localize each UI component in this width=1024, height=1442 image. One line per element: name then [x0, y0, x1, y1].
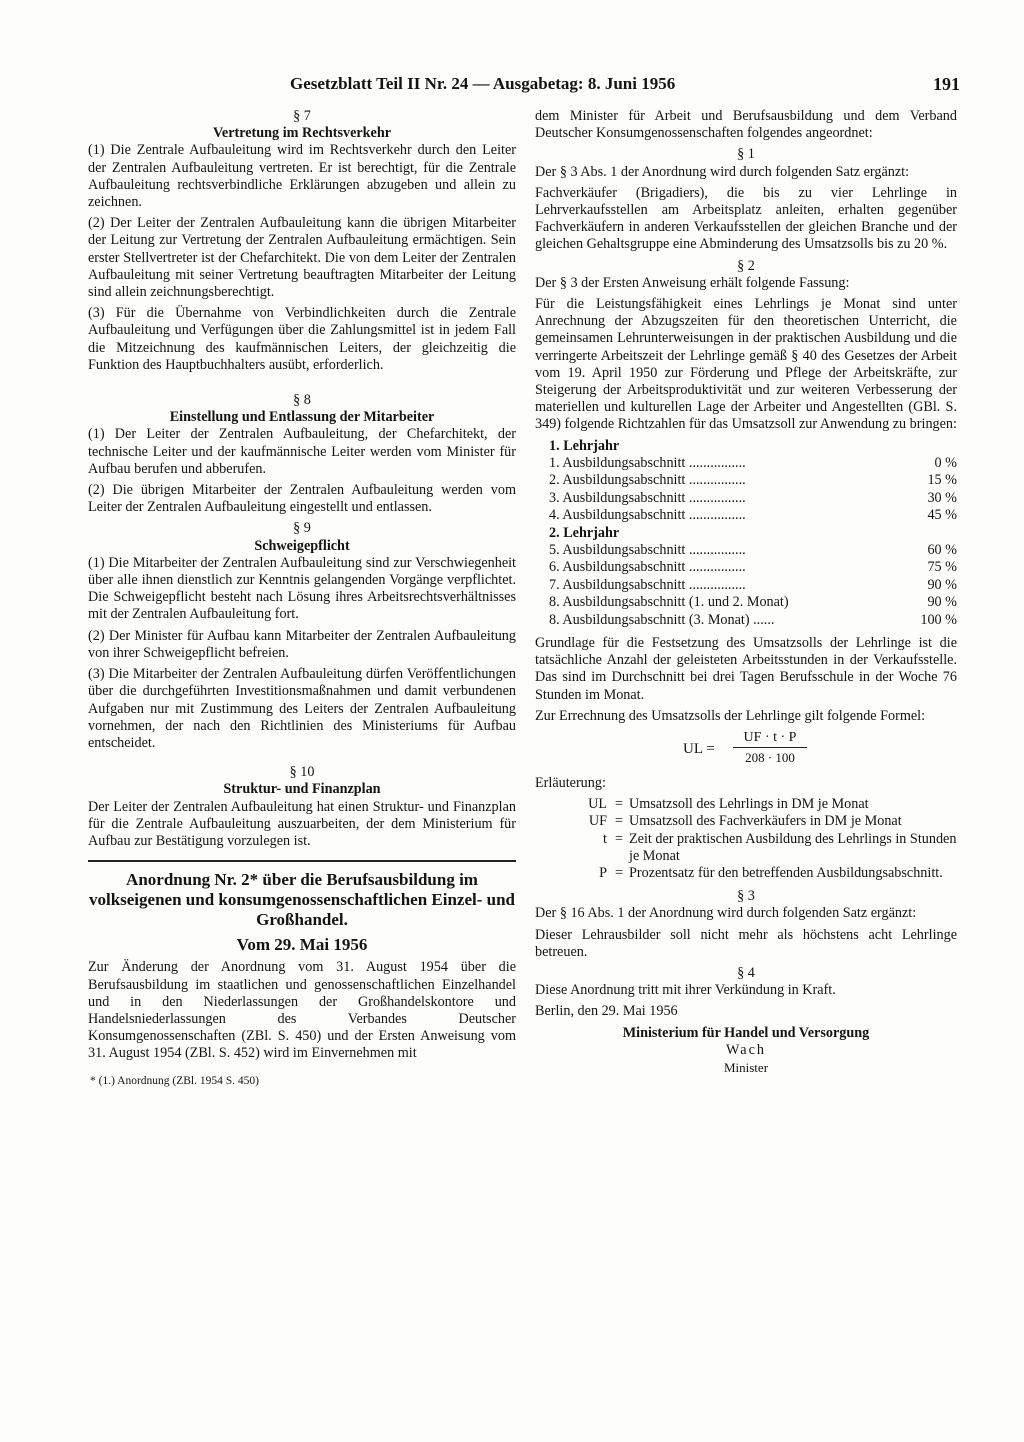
ministry-name: Ministerium für Handel und Versorgung	[622, 1024, 870, 1041]
section-9-para-1: (1) Die Mitarbeiter der Zentralen Aufbauleitung sind zur Verschwiegenheit über alle ihnen dienstlich zur Kenntnis gelangenden Vorgänge verpflichtet. Die Schweigepflicht besteht nach Lösung ihres Arbeitsrechtsverhältnisses mit der Zentralen Aufbauleitung fort.	[88, 554, 516, 623]
signer-name: Wach	[726, 1041, 766, 1058]
row-label: 8. Ausbildungsabschnitt (3. Monat) ......	[549, 611, 775, 628]
section-3-para-1: Der § 16 Abs. 1 der Anordnung wird durch folgenden Satz ergänzt:	[535, 905, 917, 922]
table-row	[549, 490, 957, 507]
formula	[535, 729, 957, 769]
section-8-number: § 8	[293, 392, 311, 409]
section-3-number: § 3	[737, 888, 755, 905]
section-2-number: § 2	[737, 257, 755, 274]
section-2-para-4: Zur Errechnung des Umsatzsolls der Lehrlinge gilt folgende Formel:	[535, 707, 926, 724]
section-1-number: § 1	[737, 146, 755, 163]
row-label: 8. Ausbildungsabschnitt (1. und 2. Monat)	[549, 594, 789, 611]
section-7-para-2: (2) Der Leiter der Zentralen Aufbauleitung kann die übrigen Mitarbeiter der Leitung zur Vertretung der Zentralen Aufbauleitung ermächtigen. Sein erster Stellvertreter ist der Chefarchitekt. Die von dem Leiter der Zentralen Aufbauleitung mit seiner Vertretung beauftragten Mitarbeiter der Leitung sind allein zeichnungsberechtigt.	[88, 215, 516, 301]
legend-symbol: UF	[588, 813, 607, 830]
rate-table	[535, 438, 957, 629]
anordnung-preamble: Zur Änderung der Anordnung vom 31. August 1954 über die Berufsausbildung im staatlichen und genossenschaftlichen Einzelhandel und in den Niederlassungen der Großhandelskontore und Handelsniederlassungen des Verbandes Deutscher Konsumgenossenschaften (ZBl. S. 450) und der Ersten Anweisung vom 31. August 1954 (ZBl. S. 452) wird im Einvernehmen mit	[88, 959, 516, 1062]
section-9-para-3: (3) Die Mitarbeiter der Zentralen Aufbauleitung dürfen Veröffentlichungen über die durchgeführten Investitionsmaßnahmen und damit verbundenen Aufgaben nur mit Zustimmung des Leiters der Zentralen Aufbauleitung vornehmen, der nach den Richtlinien des Ministeriums für Aufbau entscheidet.	[88, 666, 516, 751]
anordnung-title: Anordnung Nr. 2* über die Berufsausbildung im volkseigenen und konsumgenossenschaftlichen Einzel- und Großhandel.	[88, 870, 516, 930]
legend-row	[535, 796, 957, 813]
legend-symbol: P	[599, 864, 607, 881]
table-row	[549, 455, 957, 472]
legend-row	[535, 831, 957, 865]
section-2-para-2: Für die Leistungsfähigkeit eines Lehrlings je Monat sind unter Anrechnung der Abzugszeiten für den theoretischen Unterricht, die gemeinsamen Lehrunterweisungen in der praktischen Ausbildung und die verringerte Arbeitszeit der Lehrlinge gemäß § 40 des Gesetzes der Arbeit vom 19. April 1950 zur Förderung und Pflege der Arbeitskräfte, zur Steigerung der Arbeitsproduktivität und zur weiteren Verbesserung der materiellen und kulturellen Lage der Arbeiter und Angestellten (GBl. S. 349) folgende Richtzahlen für das Umsatzsoll zur Anwendung zu bringen:	[535, 296, 957, 433]
section-10-heading: Struktur- und Finanzplan	[223, 781, 381, 798]
section-9-number: § 9	[293, 520, 311, 537]
legend-equals: =	[615, 830, 624, 847]
row-value: 15 %	[927, 472, 957, 489]
legend-text: Prozentsatz für den betreffenden Ausbildungsabschnitt.	[629, 864, 943, 881]
legend-equals: =	[615, 864, 624, 881]
table-row	[549, 594, 957, 611]
legend-row	[535, 865, 957, 882]
formula-numerator: UF · t · P	[733, 729, 807, 748]
formula-lhs: UL =	[683, 740, 715, 757]
right-intro: dem Minister für Arbeit und Berufsausbildung und dem Verband Deutscher Konsumgenossenschaften folgendes angeordnet:	[535, 108, 957, 142]
section-10-para-1: Der Leiter der Zentralen Aufbauleitung hat einen Struktur- und Finanzplan für die Zentrale Aufbauleitung auszuarbeiten, der dem Ministerium für Aufbau zur Bestätigung vorzulegen ist.	[88, 798, 516, 849]
row-label: 4. Ausbildungsabschnitt ................	[549, 507, 746, 524]
section-7-para-3: (3) Für die Übernahme von Verbindlichkeiten durch die Zentrale Aufbauleitung und Verfügungen über die Zahlungsmittel ist in jedem Fall die Mitzeichnung des kaufmännischen Leiters, der gleichzeitig die Funktion des Hauptbuchhalters ausübt, erforderlich.	[88, 305, 516, 373]
legend-symbol: UL	[588, 796, 607, 813]
table-row	[549, 472, 957, 489]
section-9-para-2: (2) Der Minister für Aufbau kann Mitarbeiter der Zentralen Aufbauleitung von ihrer Schweigepflicht befreien.	[88, 627, 516, 661]
section-7-para-1: (1) Die Zentrale Aufbauleitung wird im Rechtsverkehr durch den Leiter der Zentralen Aufbauleitung vertreten. Er ist berechtigt, für die Zentrale Aufbauleitung rechtsverbindliche Erklärungen abzugeben und allein zu zeichnen.	[88, 142, 516, 211]
footnote: * (1.) Anordnung (ZBl. 1954 S. 450)	[90, 1074, 259, 1087]
row-value: 60 %	[927, 542, 957, 558]
table-row	[549, 542, 957, 559]
section-4-para-1: Diese Anordnung tritt mit ihrer Verkündung in Kraft.	[535, 982, 836, 999]
anordnung-date: Vom 29. Mai 1956	[236, 935, 368, 955]
section-9-heading: Schweigepflicht	[254, 537, 350, 554]
row-label: 5. Ausbildungsabschnitt ................	[549, 542, 746, 558]
section-8-para-2: (2) Die übrigen Mitarbeiter der Zentralen Aufbauleitung werden vom Leiter der Zentralen Aufbauleitung eingestellt und entlassen.	[88, 482, 516, 516]
row-label: 2. Ausbildungsabschnitt ................	[549, 472, 746, 489]
page-header	[80, 74, 960, 100]
row-value: 30 %	[927, 489, 957, 506]
legend-text: Zeit der praktischen Ausbildung des Lehrlings in Stunden je Monat	[629, 830, 957, 864]
section-10-number: § 10	[289, 764, 315, 781]
row-value: 90 %	[927, 594, 957, 611]
section-7-heading: Vertretung im Rechtsverkehr	[212, 125, 392, 142]
row-label: 1. Ausbildungsabschnitt ................	[549, 455, 746, 472]
legend-text: Umsatzsoll des Lehrlings in DM je Monat	[629, 796, 869, 813]
table-row	[549, 559, 957, 576]
row-value: 45 %	[927, 507, 957, 524]
section-1-para-2: Fachverkäufer (Brigadiers), die bis zu vier Lehrlinge in Lehrverkaufsstellen am Arbeitsplatz anleiten, erhalten gegenüber Fachverkäufern in anderen Verkaufsstellen der gleichen Branche und der gleichen Gehaltsgruppe eine Abminderung des Umsatzsolls bis zu 20 %.	[535, 184, 957, 253]
table-row	[549, 612, 957, 629]
left-column	[88, 108, 516, 1090]
table-row	[549, 577, 957, 594]
formula-legend	[535, 796, 957, 882]
table-year-1: 1. Lehrjahr	[549, 437, 620, 454]
header-title: Gesetzblatt Teil II Nr. 24 — Ausgabetag: 8. Juni 1956	[290, 74, 676, 93]
row-value: 100 %	[920, 611, 957, 628]
row-label: 6. Ausbildungsabschnitt ................	[549, 559, 746, 576]
page-number: 191	[933, 74, 960, 94]
row-label: 7. Ausbildungsabschnitt ................	[549, 576, 746, 593]
signer-title: Minister	[723, 1060, 769, 1076]
section-4-number: § 4	[737, 965, 755, 981]
formula-denominator: 208 · 100	[745, 749, 795, 765]
legend-symbol: t	[603, 830, 607, 847]
section-2-para-3: Grundlage für die Festsetzung des Umsatzsolls der Lehrlinge ist die tatsächliche Anzahl der geleisteten Arbeitsstunden in der Verkaufsstelle. Das sind im Durchschnitt bei drei Tagen Berufsschule in der Woche 76 Stunden im Monat.	[535, 634, 957, 703]
legend-text: Umsatzsoll des Fachverkäufers in DM je Monat	[629, 813, 902, 830]
legend-equals: =	[615, 796, 624, 813]
section-divider	[88, 860, 516, 862]
section-8-para-1: (1) Der Leiter der Zentralen Aufbauleitung, der Chefarchitekt, der technische Leiter und der kaufmännische Leiter werden vom Minister für Aufbau berufen und abberufen.	[88, 426, 516, 477]
section-7-number: § 7	[293, 108, 311, 124]
section-3-para-2: Dieser Lehrausbilder soll nicht mehr als höchstens acht Lehrlinge betreuen.	[535, 926, 957, 960]
legend-equals: =	[615, 813, 624, 830]
section-1-para-1: Der § 3 Abs. 1 der Anordnung wird durch folgenden Satz ergänzt:	[535, 163, 910, 180]
row-value: 90 %	[927, 576, 957, 593]
right-column	[535, 108, 957, 1076]
section-8-heading: Einstellung und Entlassung der Mitarbeiter	[169, 409, 435, 426]
table-year-2: 2. Lehrjahr	[549, 524, 620, 541]
row-value: 75 %	[927, 559, 957, 576]
row-value: 0 %	[934, 455, 957, 472]
legend-heading: Erläuterung:	[535, 774, 606, 791]
table-row	[549, 507, 957, 524]
section-2-para-1: Der § 3 der Ersten Anweisung erhält folgende Fassung:	[535, 274, 850, 291]
row-label: 3. Ausbildungsabschnitt ................	[549, 489, 746, 506]
place-date: Berlin, den 29. Mai 1956	[535, 1003, 678, 1020]
legend-row	[535, 813, 957, 830]
